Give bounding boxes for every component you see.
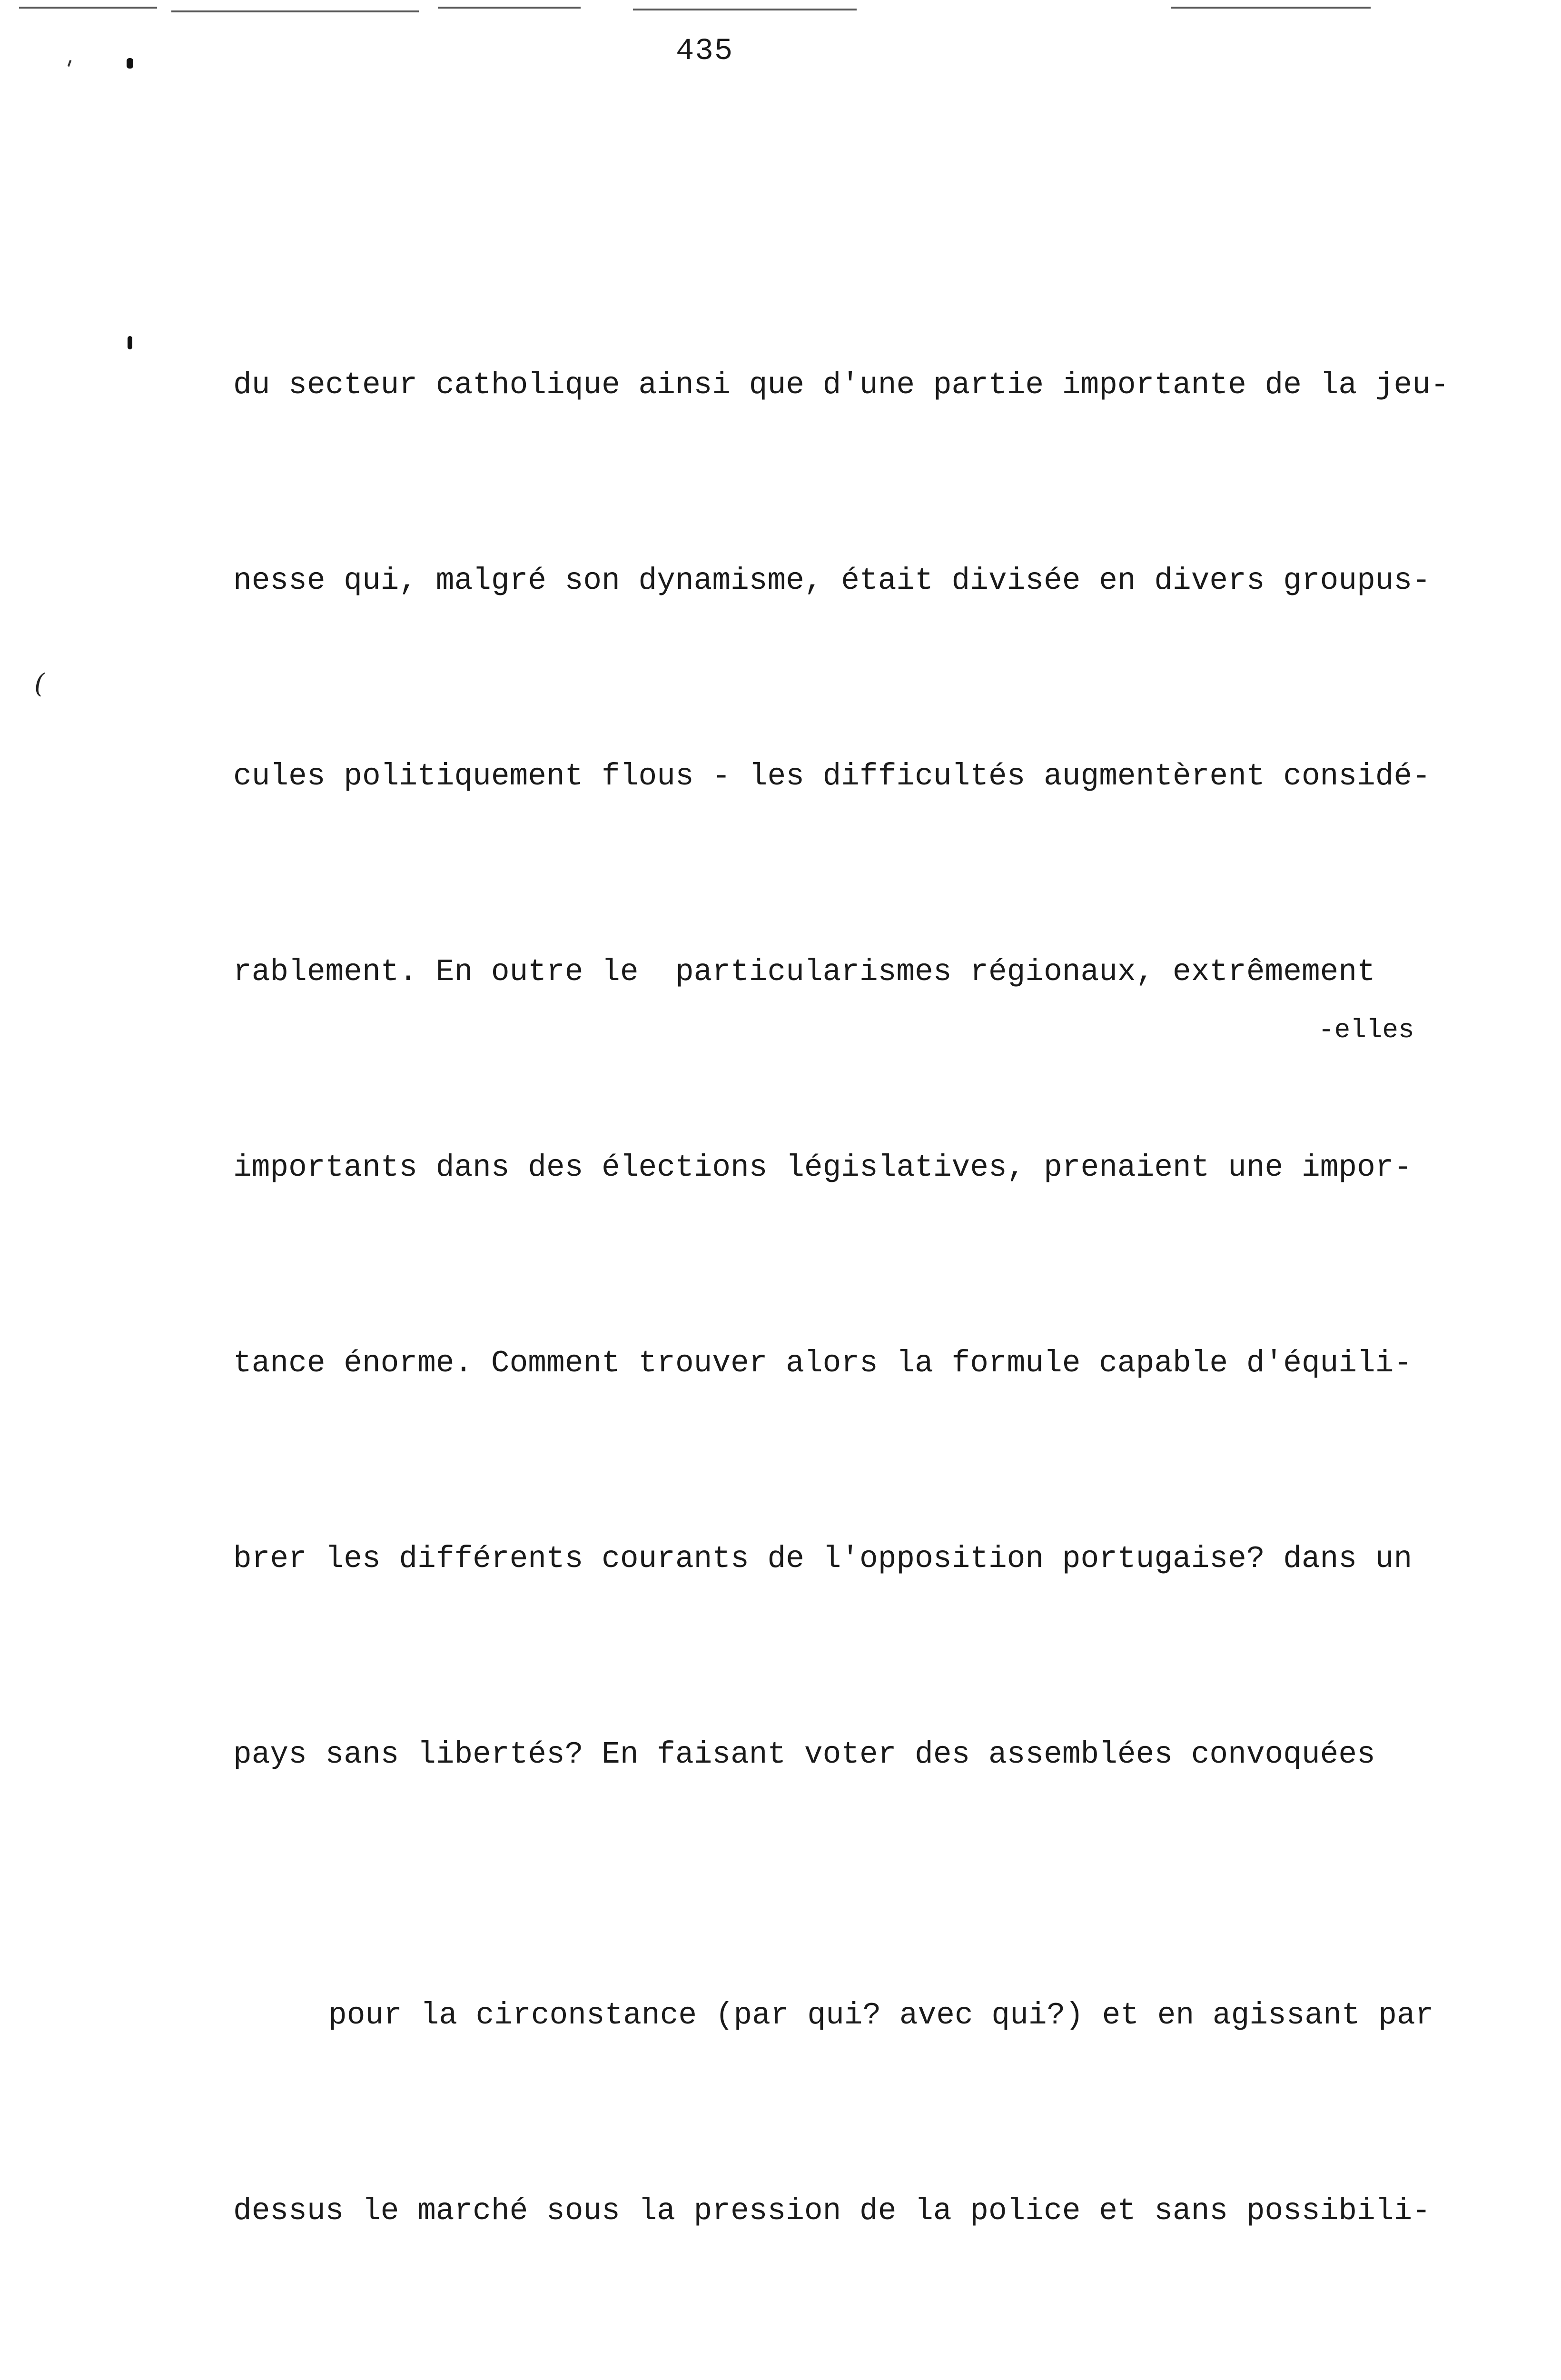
page-number: 435	[676, 34, 734, 69]
scan-edge-rule	[1171, 7, 1371, 9]
scan-edge-rule	[171, 10, 419, 12]
text-line: nesse qui, malgré son dynamisme, était divisée en divers groupus-	[233, 564, 1431, 598]
margin-mark	[68, 60, 72, 67]
margin-mark: (	[34, 668, 45, 699]
scan-edge-rule	[633, 9, 857, 10]
text-line: tance énorme. Comment trouver alors la formule capable d'équili-	[233, 1346, 1413, 1381]
body-text	[233, 157, 1547, 2380]
text-line: pays sans libertés? En faisant voter des assemblées convoquées	[233, 1737, 1375, 1772]
text-line: rablement. En outre le particularismes régionaux, extrêmement	[233, 955, 1375, 990]
margin-mark	[128, 336, 132, 349]
interlinear-insertion: -elles	[1318, 1015, 1414, 1045]
text-line: pour la circonstance (par qui? avec qui?) et en agissant par	[328, 1998, 1434, 2033]
scan-edge-rule	[438, 7, 581, 9]
scan-edge-rule	[19, 7, 157, 9]
text-line: du secteur catholique ainsi que d'une partie importante de la jeu-	[233, 368, 1449, 403]
text-line: cules politiquement flous - les difficultés augmentèrent considé-	[233, 759, 1431, 794]
text-line: dessus le marché sous la pression de la police et sans possibili-	[233, 2194, 1431, 2229]
text-line: brer les différents courants de l'opposition portugaise? dans un	[233, 1542, 1413, 1577]
text-line: importants dans des élections législatives, prenaient une impor-	[233, 1150, 1413, 1185]
text-line	[233, 2374, 1547, 2380]
margin-mark	[127, 58, 133, 69]
